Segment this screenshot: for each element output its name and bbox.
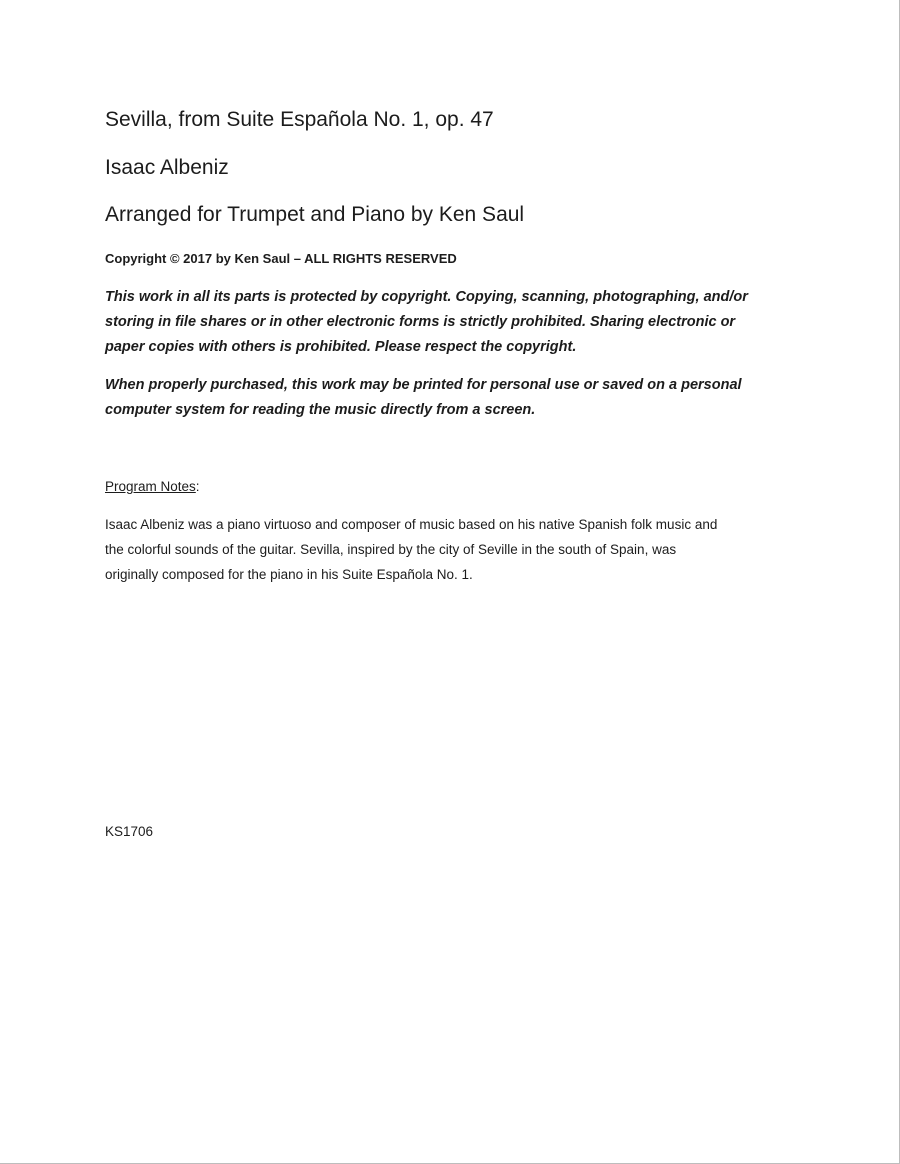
program-notes-body [105,512,805,587]
copyright-notice-line: This work in all its parts is protected by copyright. Copying, scanning, photographing, and/or [105,289,748,305]
copyright-notice-line: storing in file shares or in other electronic forms is strictly prohibited. Sharing electronic or [105,314,736,330]
piece-title: Sevilla, from Suite Española No. 1, op. 47 [105,108,494,131]
usage-notice-line: When properly purchased, this work may be printed for personal use or saved on a personal [105,377,742,393]
program-notes-line: the colorful sounds of the guitar. Sevilla, inspired by the city of Seville in the south of Spain, was [105,542,677,557]
usage-notice [105,373,805,423]
copyright-notice [105,285,805,360]
copyright-notice-line: paper copies with others is prohibited. Please respect the copyright. [105,339,577,355]
usage-notice-line: computer system for reading the music directly from a screen. [105,402,536,418]
program-notes-heading-label: Program Notes [105,479,196,494]
program-notes-heading-colon: : [195,479,200,494]
program-notes-line: Isaac Albeniz was a piano virtuoso and composer of music based on his native Spanish folk music and [105,517,718,532]
catalog-number: KS1706 [105,824,154,839]
arranger-credit: Arranged for Trumpet and Piano by Ken Saul [105,203,525,226]
program-notes-line: originally composed for the piano in his Suite Española No. 1. [105,567,473,582]
copyright-line: Copyright © 2017 by Ken Saul – ALL RIGHTS RESERVED [105,251,457,266]
program-notes-heading [105,477,200,497]
composer-name: Isaac Albeniz [105,156,229,179]
